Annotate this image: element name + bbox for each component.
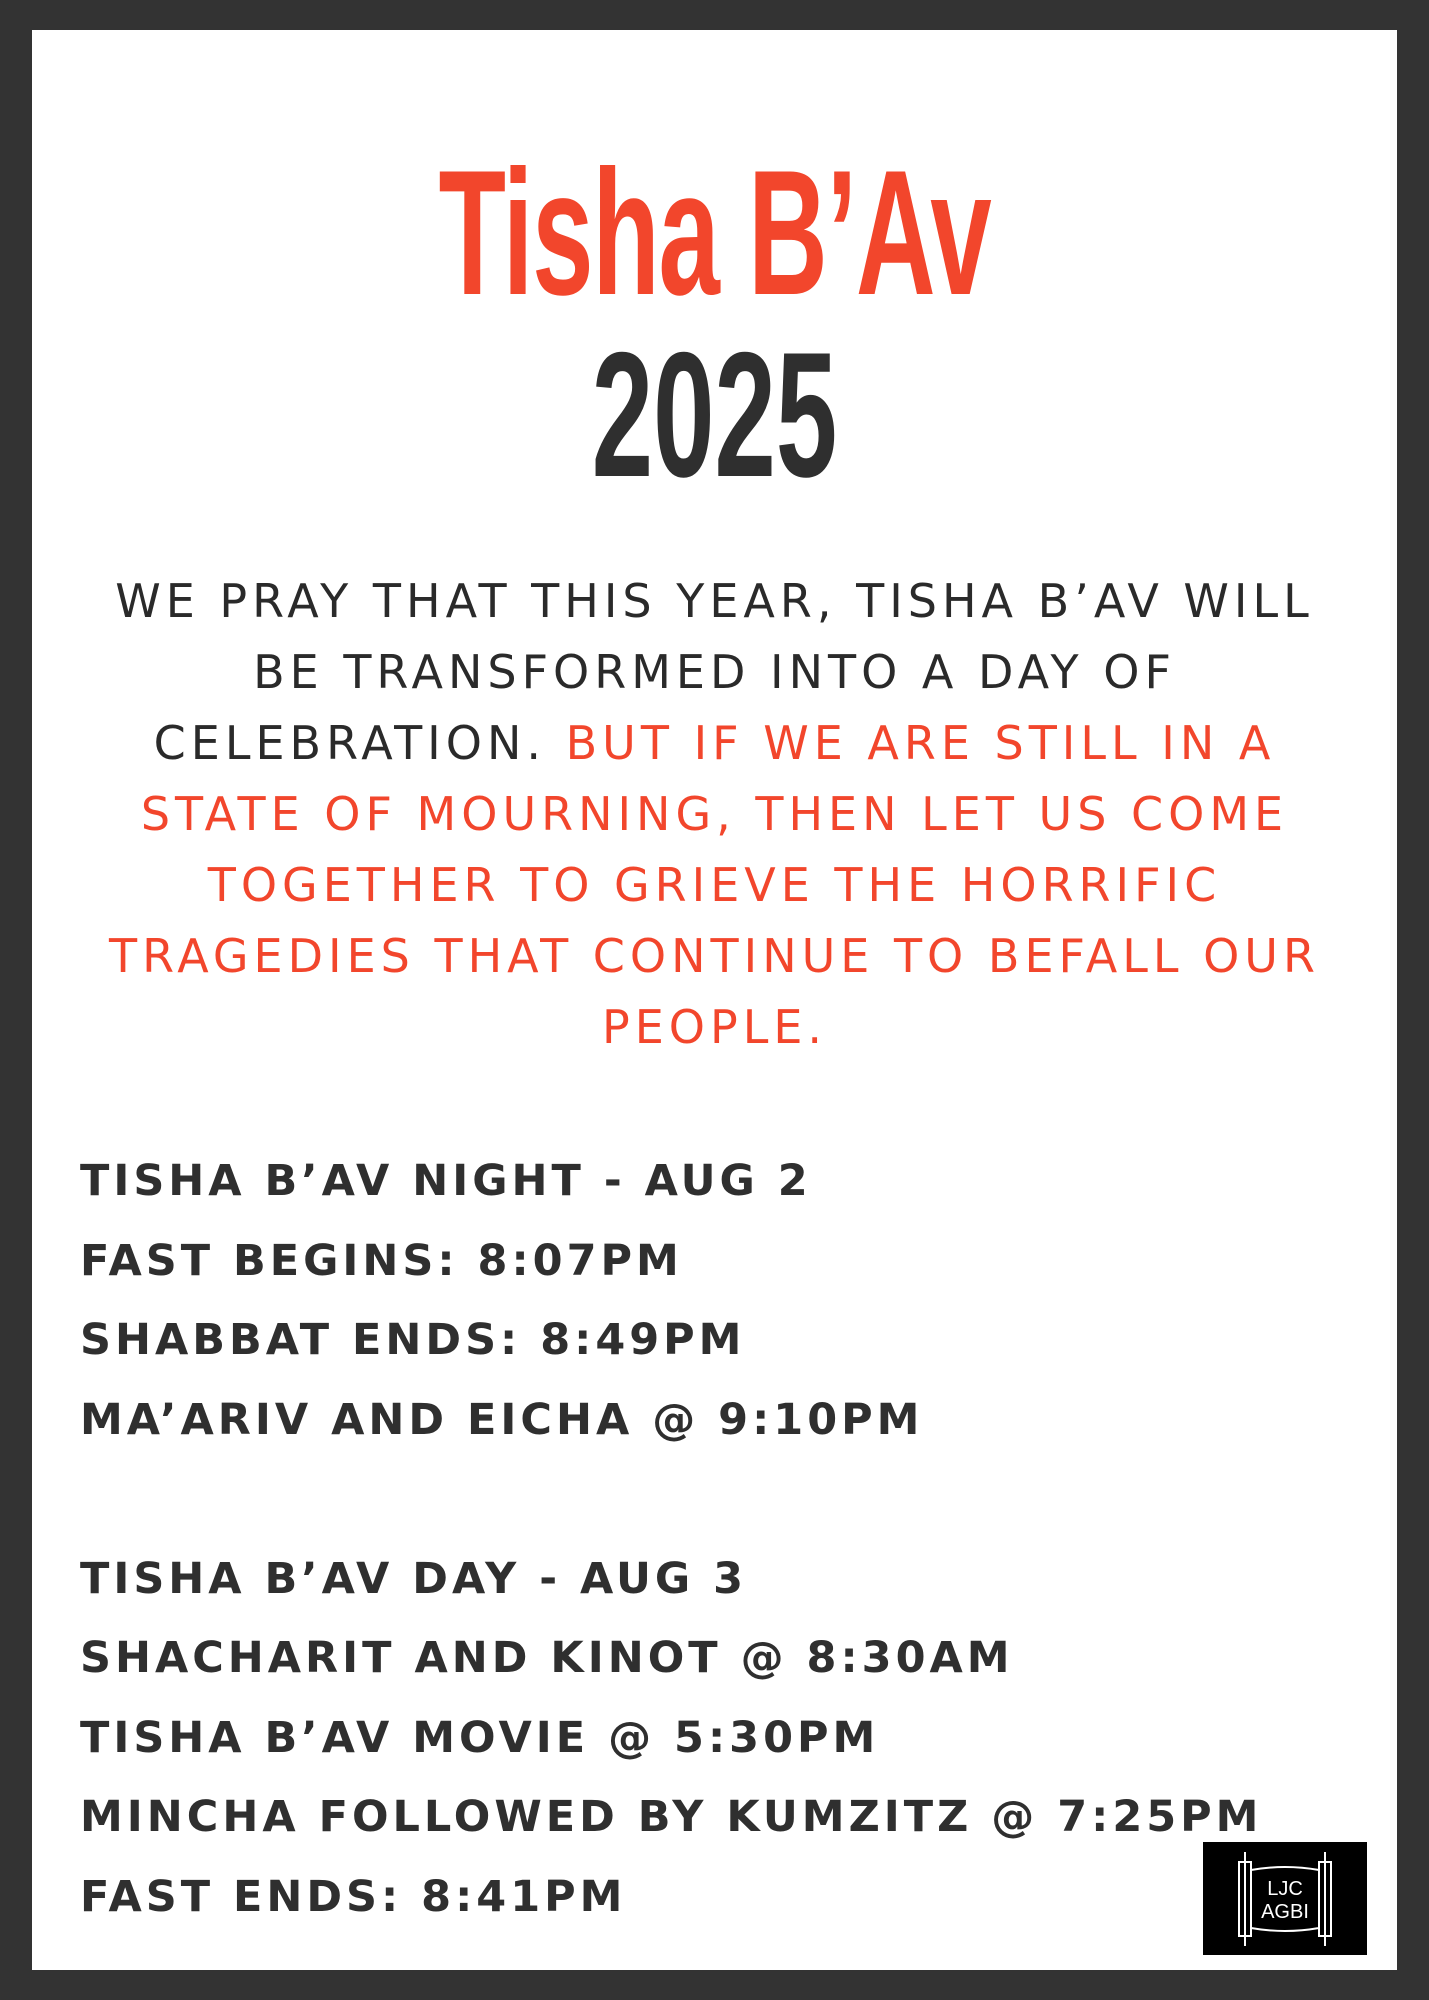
night-heading: TISHA B’AV NIGHT - AUG 2: [80, 1156, 812, 1206]
shabbat-ends-line: SHABBAT ENDS: 8:49PM: [80, 1315, 746, 1365]
schedule: [80, 1142, 1380, 1937]
mincha-line: MINCHA FOLLOWED BY KUMZITZ @ 7:25PM: [80, 1792, 1263, 1842]
maariv-line: MA’ARIV AND EICHA @ 9:10PM: [80, 1394, 924, 1445]
logo-line1: LJC: [1267, 1878, 1303, 1900]
day-heading: TISHA B’AV DAY - AUG 3: [80, 1553, 748, 1604]
intro-accent-text: BUT IF WE ARE STILL IN A STATE OF MOURNING, THEN LET US COME TOGETHER TO GRIEVE THE HORRIFIC TRAGEDIES THAT CONTINUE TO BEFALL OUR PEOPLE.: [109, 716, 1320, 1054]
section-gap: [80, 1460, 1380, 1540]
torah-scroll-icon: [1203, 1842, 1367, 1955]
intro-paragraph: [92, 566, 1337, 1063]
poster-year: 2025: [591, 315, 838, 514]
movie-line: TISHA B’AV MOVIE @ 5:30PM: [80, 1712, 880, 1763]
fast-ends-line: FAST ENDS: 8:41PM: [80, 1871, 627, 1922]
fast-begins-line: FAST BEGINS: 8:07PM: [80, 1235, 683, 1286]
ljc-agbi-logo: [1203, 1842, 1367, 1955]
poster: [32, 30, 1397, 1970]
intro-plain-text: WE PRAY THAT THIS YEAR, TISHA B’AV WILL BE TRANSFORMED INTO A DAY OF CELEBRATION.: [115, 574, 1314, 770]
poster-title: Tisha B’Av: [438, 133, 991, 332]
logo-line2: AGBI: [1261, 1901, 1309, 1923]
shacharit-line: SHACHARIT AND KINOT @ 8:30AM: [80, 1633, 1014, 1683]
